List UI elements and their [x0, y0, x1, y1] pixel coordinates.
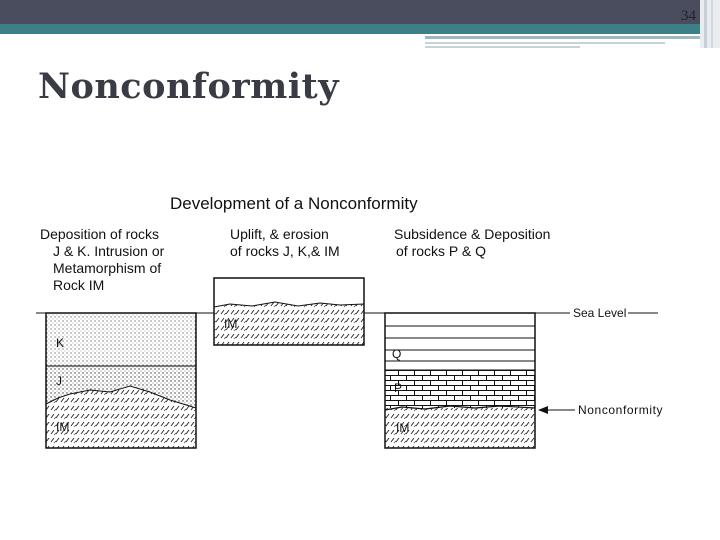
panel2-caption-line: of rocks J, K,& IM — [230, 243, 340, 259]
panel3-caption-line: Subsidence & Deposition — [394, 226, 551, 242]
panel1-caption-line: Deposition of rocks — [40, 226, 160, 242]
slide-number: 34 — [681, 8, 696, 24]
accent-line — [425, 46, 580, 48]
nonconformity-diagram — [30, 180, 690, 460]
panel2-caption-line: Uplift, & erosion — [230, 226, 329, 242]
sea-level-label: Sea Level — [573, 306, 627, 320]
panel1-caption-line: Rock IM — [53, 277, 105, 293]
panel1-label-j: J — [56, 374, 62, 388]
panel1-label-k: K — [56, 336, 65, 350]
panel1-caption-line: J & K. Intrusion or — [53, 243, 165, 259]
header-accent-bar — [0, 24, 700, 34]
diagram-title: Development of a Nonconformity — [170, 194, 418, 213]
panel3-label-p: P — [394, 381, 403, 395]
panel2-label-im: IM — [224, 317, 238, 331]
panel3-label-im: IM — [396, 421, 410, 435]
panel1-label-im: IM — [56, 420, 70, 434]
nonconformity-label: Nonconformity — [578, 403, 664, 417]
header-bar — [0, 0, 700, 24]
nonconformity-arrowhead — [538, 406, 548, 414]
panel2-block — [214, 278, 364, 345]
accent-line — [425, 36, 700, 39]
panel1-caption-line: Metamorphism of — [53, 260, 162, 276]
slide-title: Nonconformity — [38, 66, 340, 107]
accent-line — [425, 42, 665, 44]
header-right-edge — [700, 0, 720, 48]
panel3-label-q: Q — [392, 347, 402, 361]
panel3-caption-line: of rocks P & Q — [396, 243, 486, 259]
